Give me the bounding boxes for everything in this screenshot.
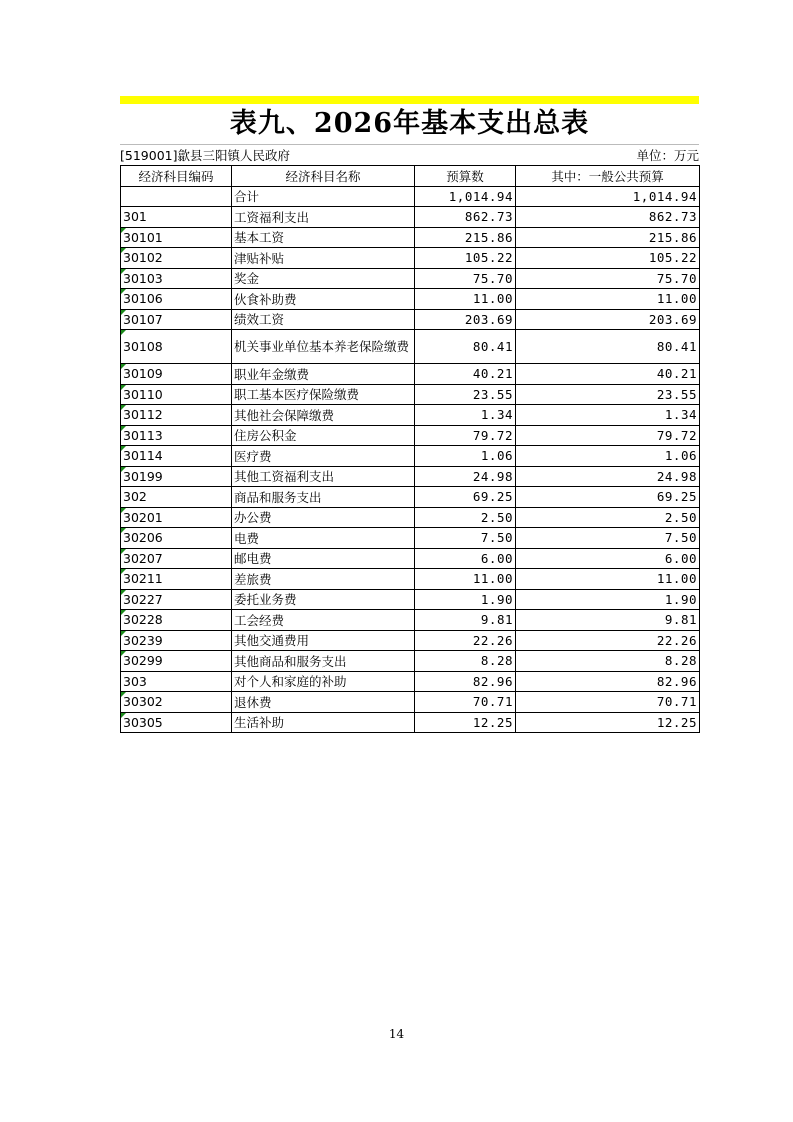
org-label: [519001]歙县三阳镇人民政府	[120, 148, 290, 163]
header-row	[121, 166, 700, 187]
cell-code	[121, 330, 232, 364]
table-row	[121, 589, 700, 610]
header-name: 经济科目名称	[232, 166, 415, 187]
table-row	[121, 671, 700, 692]
cell-general: 75.70	[516, 268, 700, 289]
cell-name: 其他商品和服务支出	[232, 651, 415, 672]
cell-general: 1.06	[516, 446, 700, 467]
cell-comment-marker-icon	[121, 549, 126, 554]
cell-code	[121, 569, 232, 590]
cell-budget: 203.69	[415, 309, 516, 330]
table-row	[121, 692, 700, 713]
header-general: 其中：一般公共预算	[516, 166, 700, 187]
cell-comment-marker-icon	[121, 692, 126, 697]
cell-budget: 75.70	[415, 268, 516, 289]
table-row	[121, 248, 700, 269]
cell-budget: 862.73	[415, 207, 516, 228]
cell-general: 862.73	[516, 207, 700, 228]
cell-code	[121, 630, 232, 651]
table-body	[121, 186, 700, 733]
cell-code-text: 30101	[123, 229, 163, 245]
table-row	[121, 268, 700, 289]
cell-code-text: 30199	[123, 468, 163, 484]
page-number: 14	[388, 1027, 405, 1041]
cell-name: 医疗费	[232, 446, 415, 467]
cell-general: 1,014.94	[516, 186, 700, 207]
cell-comment-marker-icon	[121, 405, 126, 410]
table-row	[121, 630, 700, 651]
cell-name: 合计	[232, 186, 415, 207]
cell-code	[121, 507, 232, 528]
cell-name: 生活补助	[232, 712, 415, 733]
table-row	[121, 507, 700, 528]
table-row	[121, 466, 700, 487]
cell-code: 301	[121, 207, 232, 228]
cell-general: 9.81	[516, 610, 700, 631]
cell-code	[121, 651, 232, 672]
cell-general: 6.00	[516, 548, 700, 569]
table-row	[121, 364, 700, 385]
cell-comment-marker-icon	[121, 426, 126, 431]
cell-comment-marker-icon	[121, 364, 126, 369]
table-row	[121, 487, 700, 508]
cell-budget: 23.55	[415, 384, 516, 405]
cell-general: 1.34	[516, 405, 700, 426]
cell-general: 82.96	[516, 671, 700, 692]
cell-code	[121, 289, 232, 310]
header-code: 经济科目编码	[121, 166, 232, 187]
cell-budget: 1.34	[415, 405, 516, 426]
cell-code	[121, 384, 232, 405]
cell-code	[121, 268, 232, 289]
cell-comment-marker-icon	[121, 446, 126, 451]
cell-code-text: 30110	[123, 386, 163, 402]
table-row	[121, 227, 700, 248]
cell-code	[121, 248, 232, 269]
sheet-meta	[120, 144, 699, 165]
cell-budget: 2.50	[415, 507, 516, 528]
cell-code	[121, 712, 232, 733]
cell-comment-marker-icon	[121, 228, 126, 233]
cell-name: 邮电费	[232, 548, 415, 569]
cell-code-text: 30109	[123, 366, 163, 382]
cell-code-text: 30103	[123, 270, 163, 286]
cell-comment-marker-icon	[121, 651, 126, 656]
table-row	[121, 289, 700, 310]
cell-name: 工资福利支出	[232, 207, 415, 228]
cell-code-text: 30113	[123, 427, 163, 443]
cell-code	[121, 692, 232, 713]
cell-general: 203.69	[516, 309, 700, 330]
cell-name: 对个人和家庭的补助	[232, 671, 415, 692]
cell-code-text: 30206	[123, 530, 163, 546]
table-row	[121, 528, 700, 549]
cell-general: 8.28	[516, 651, 700, 672]
unit-label: 单位：万元	[636, 148, 699, 163]
cell-comment-marker-icon	[121, 528, 126, 533]
cell-name: 其他社会保障缴费	[232, 405, 415, 426]
budget-sheet	[120, 96, 699, 733]
cell-comment-marker-icon	[121, 569, 126, 574]
cell-code-text: 30201	[123, 509, 163, 525]
table-row	[121, 384, 700, 405]
cell-code-text: 30112	[123, 407, 163, 423]
cell-name: 退休费	[232, 692, 415, 713]
cell-budget: 8.28	[415, 651, 516, 672]
cell-name: 机关事业单位基本养老保险缴费	[232, 330, 415, 364]
cell-code	[121, 446, 232, 467]
cell-code-text: 30102	[123, 250, 163, 266]
cell-comment-marker-icon	[121, 269, 126, 274]
table-row	[121, 186, 700, 207]
cell-budget: 22.26	[415, 630, 516, 651]
cell-comment-marker-icon	[121, 330, 126, 335]
cell-budget: 24.98	[415, 466, 516, 487]
cell-general: 70.71	[516, 692, 700, 713]
cell-budget: 40.21	[415, 364, 516, 385]
cell-name: 绩效工资	[232, 309, 415, 330]
cell-code-text: 30299	[123, 653, 163, 669]
cell-budget: 1,014.94	[415, 186, 516, 207]
cell-code	[121, 309, 232, 330]
cell-name: 工会经费	[232, 610, 415, 631]
cell-name: 商品和服务支出	[232, 487, 415, 508]
cell-name: 奖金	[232, 268, 415, 289]
cell-budget: 7.50	[415, 528, 516, 549]
table-row	[121, 309, 700, 330]
cell-code-text: 30305	[123, 714, 163, 730]
cell-code	[121, 186, 232, 207]
table-row	[121, 207, 700, 228]
cell-general: 40.21	[516, 364, 700, 385]
cell-name: 津贴补贴	[232, 248, 415, 269]
cell-general: 69.25	[516, 487, 700, 508]
cell-budget: 82.96	[415, 671, 516, 692]
cell-budget: 80.41	[415, 330, 516, 364]
cell-comment-marker-icon	[121, 713, 126, 718]
page-title: 表九、2026年基本支出总表	[229, 108, 590, 139]
cell-budget: 105.22	[415, 248, 516, 269]
cell-code-text: 30227	[123, 591, 163, 607]
cell-comment-marker-icon	[121, 467, 126, 472]
table-row	[121, 651, 700, 672]
cell-comment-marker-icon	[121, 310, 126, 315]
cell-code	[121, 227, 232, 248]
cell-general: 80.41	[516, 330, 700, 364]
cell-general: 79.72	[516, 425, 700, 446]
cell-budget: 12.25	[415, 712, 516, 733]
table-row	[121, 569, 700, 590]
cell-code	[121, 548, 232, 569]
cell-general: 215.86	[516, 227, 700, 248]
table-row	[121, 610, 700, 631]
cell-comment-marker-icon	[121, 631, 126, 636]
cell-code-text: 30207	[123, 550, 163, 566]
cell-code-text: 30228	[123, 612, 163, 628]
cell-name: 差旅费	[232, 569, 415, 590]
cell-name: 基本工资	[232, 227, 415, 248]
cell-budget: 6.00	[415, 548, 516, 569]
cell-comment-marker-icon	[121, 610, 126, 615]
cell-code	[121, 528, 232, 549]
cell-code	[121, 589, 232, 610]
table-row	[121, 330, 700, 364]
cell-budget: 215.86	[415, 227, 516, 248]
cell-name: 伙食补助费	[232, 289, 415, 310]
cell-code	[121, 425, 232, 446]
table-row	[121, 425, 700, 446]
cell-name: 委托业务费	[232, 589, 415, 610]
table-row	[121, 548, 700, 569]
cell-name: 职业年金缴费	[232, 364, 415, 385]
cell-comment-marker-icon	[121, 289, 126, 294]
cell-general: 105.22	[516, 248, 700, 269]
table-row	[121, 446, 700, 467]
header-budget: 预算数	[415, 166, 516, 187]
cell-comment-marker-icon	[121, 590, 126, 595]
cell-name: 电费	[232, 528, 415, 549]
cell-general: 24.98	[516, 466, 700, 487]
cell-name: 住房公积金	[232, 425, 415, 446]
cell-name: 其他工资福利支出	[232, 466, 415, 487]
title-highlight-bar	[120, 96, 699, 104]
cell-code: 302	[121, 487, 232, 508]
cell-code	[121, 466, 232, 487]
cell-code-text: 30302	[123, 694, 163, 710]
cell-code	[121, 364, 232, 385]
cell-name: 办公费	[232, 507, 415, 528]
cell-budget: 1.90	[415, 589, 516, 610]
cell-general: 2.50	[516, 507, 700, 528]
cell-comment-marker-icon	[121, 248, 126, 253]
cell-code-text: 30106	[123, 291, 163, 307]
cell-budget: 70.71	[415, 692, 516, 713]
table-row	[121, 712, 700, 733]
cell-general: 22.26	[516, 630, 700, 651]
budget-table	[120, 165, 700, 733]
cell-general: 12.25	[516, 712, 700, 733]
cell-general: 7.50	[516, 528, 700, 549]
cell-budget: 11.00	[415, 289, 516, 310]
cell-general: 1.90	[516, 589, 700, 610]
cell-general: 11.00	[516, 289, 700, 310]
cell-general: 23.55	[516, 384, 700, 405]
table-row	[121, 405, 700, 426]
cell-code-text: 30108	[123, 339, 163, 354]
cell-code-text: 30114	[123, 448, 163, 464]
cell-general: 11.00	[516, 569, 700, 590]
cell-name: 职工基本医疗保险缴费	[232, 384, 415, 405]
cell-budget: 1.06	[415, 446, 516, 467]
cell-comment-marker-icon	[121, 385, 126, 390]
cell-code	[121, 610, 232, 631]
cell-name: 其他交通费用	[232, 630, 415, 651]
cell-budget: 9.81	[415, 610, 516, 631]
cell-budget: 69.25	[415, 487, 516, 508]
cell-comment-marker-icon	[121, 508, 126, 513]
cell-budget: 79.72	[415, 425, 516, 446]
cell-code: 303	[121, 671, 232, 692]
cell-code-text: 30107	[123, 311, 163, 327]
cell-code-text: 30211	[123, 571, 163, 587]
cell-code-text: 30239	[123, 632, 163, 648]
cell-budget: 11.00	[415, 569, 516, 590]
cell-code	[121, 405, 232, 426]
